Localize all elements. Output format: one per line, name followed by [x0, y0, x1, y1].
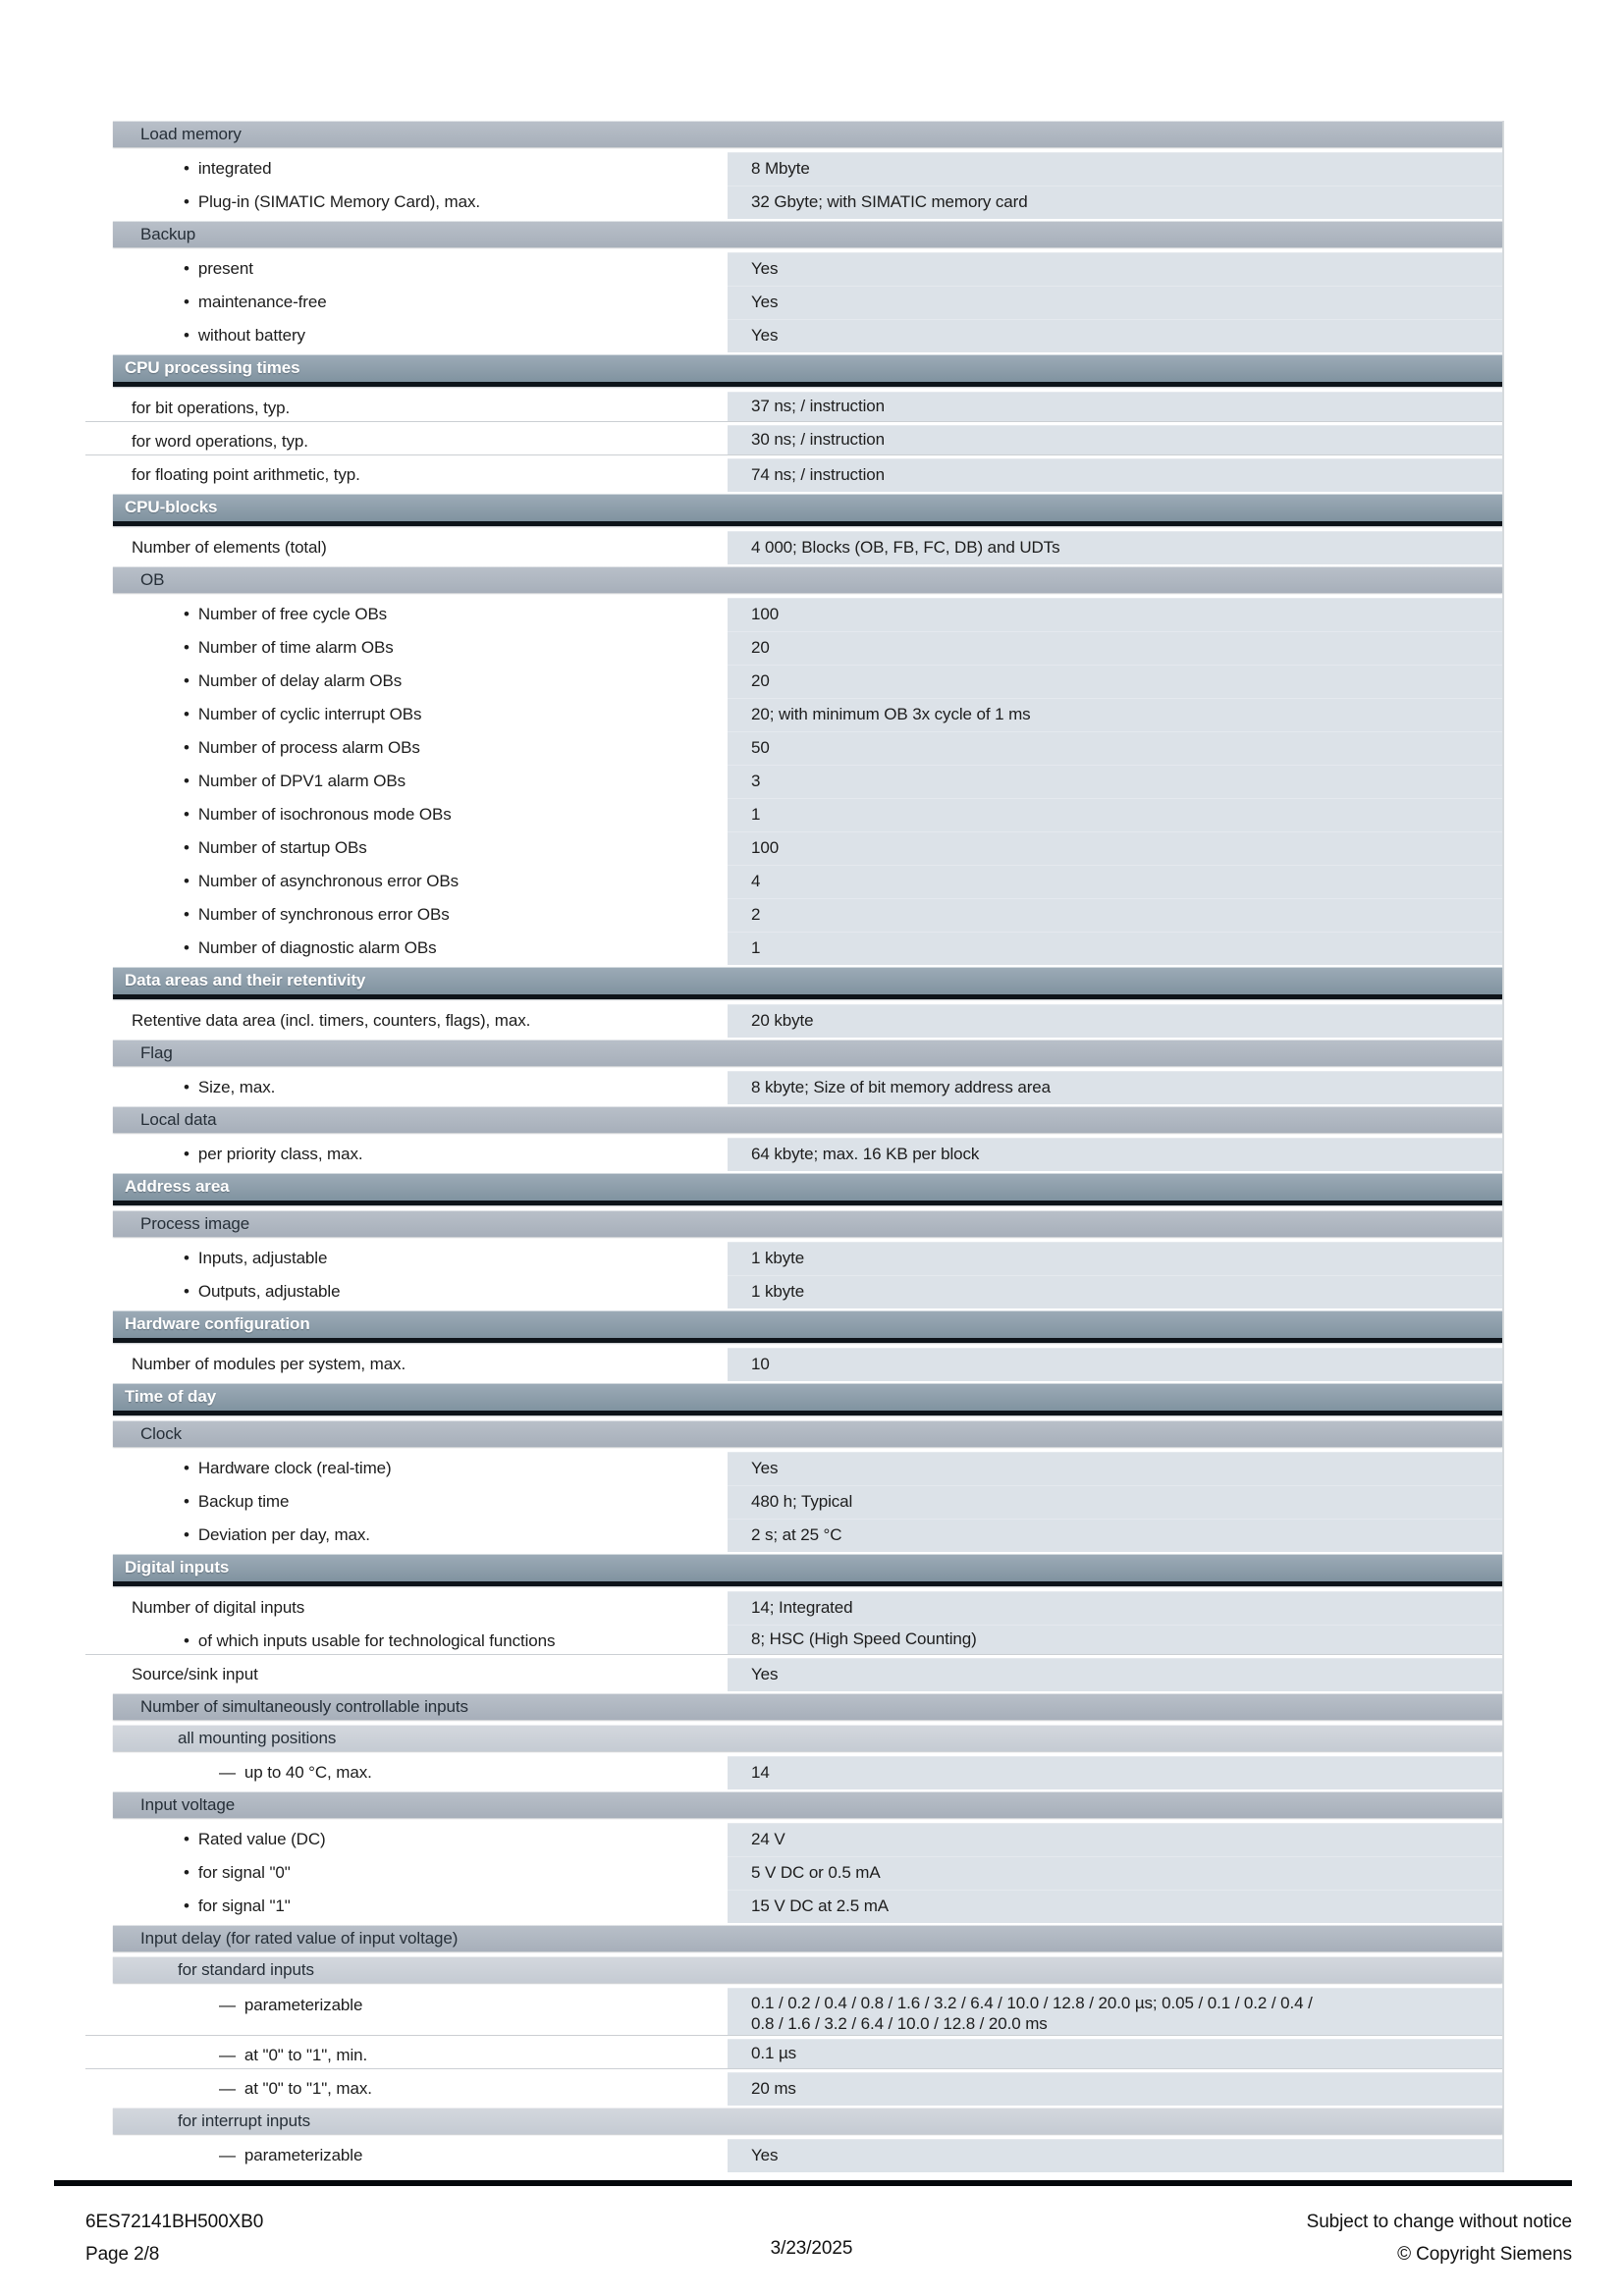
product-code: 6ES72141BH500XB0 [85, 2212, 264, 2232]
spec-label: Number of synchronous error OBs [197, 905, 450, 924]
spec-label-cell [85, 865, 728, 898]
spec-row [85, 1625, 1502, 1658]
spec-label-cell [85, 598, 728, 631]
spec-label-cell [85, 1890, 728, 1923]
subsubsection-header [113, 1956, 1502, 1983]
spec-value: Yes [751, 259, 779, 278]
section-header [113, 1173, 1502, 1205]
spec-label: Outputs, adjustable [197, 1282, 341, 1301]
spec-label: Number of process alarm OBs [197, 738, 420, 757]
spec-row [85, 631, 1502, 665]
spec-row [85, 1823, 1502, 1856]
bullet-icon: • [184, 326, 189, 345]
spec-value: 20 [751, 671, 770, 690]
spec-label-cell [85, 665, 728, 698]
spec-label-cell [85, 1138, 728, 1171]
spec-label-cell [85, 1658, 728, 1691]
spec-row [85, 1348, 1502, 1381]
spec-label: up to 40 °C, max. [243, 1763, 372, 1782]
spec-value-cell [728, 1988, 1502, 2035]
subsection-header [113, 1106, 1502, 1133]
spec-label-cell [85, 2139, 728, 2172]
spec-row [85, 2139, 1502, 2172]
spec-label-cell [85, 698, 728, 731]
spec-table [85, 119, 1502, 2172]
section-header [113, 494, 1502, 526]
spec-value: 1 kbyte [751, 1249, 805, 1267]
spec-label: at "0" to "1", min. [243, 2046, 368, 2064]
spec-value-cell [728, 698, 1502, 731]
spec-value-cell [728, 1485, 1502, 1519]
spec-value-cell [728, 1519, 1502, 1552]
section-header [113, 1554, 1502, 1586]
spec-value-cell [728, 1138, 1502, 1171]
spec-label: Number of startup OBs [197, 838, 367, 857]
spec-value: 8; HSC (High Speed Counting) [751, 1629, 977, 1648]
spec-label-cell [85, 2072, 728, 2106]
bullet-icon: • [184, 1525, 189, 1544]
bullet-icon: • [184, 671, 189, 690]
header-label: OB [140, 569, 165, 589]
spec-value: 15 V DC at 2.5 mA [751, 1896, 890, 1915]
header-label: Load memory [140, 124, 242, 143]
spec-value-cell [728, 186, 1502, 219]
spec-value-cell [728, 898, 1502, 932]
bullet-icon: • [184, 872, 189, 890]
spec-value: 2 s; at 25 °C [751, 1525, 842, 1544]
spec-label: Number of elements (total) [132, 538, 327, 557]
spec-row [85, 731, 1502, 765]
bullet-icon: • [184, 1863, 189, 1882]
bullet-icon: • [184, 1492, 189, 1511]
spec-value-cell [728, 1242, 1502, 1275]
spec-label-cell [85, 831, 728, 865]
spec-label: Inputs, adjustable [197, 1249, 328, 1267]
spec-label-cell [85, 898, 728, 932]
spec-label-cell [85, 425, 728, 458]
spec-label: Retentive data area (incl. timers, counters, flags), max. [132, 1011, 531, 1030]
spec-row [85, 319, 1502, 352]
spec-row [85, 425, 1502, 458]
spec-label: present [197, 259, 253, 278]
spec-label-cell [85, 1625, 728, 1658]
subsection-header [113, 1040, 1502, 1066]
page-number: Page 2/8 [85, 2244, 160, 2265]
spec-row [85, 1756, 1502, 1789]
spec-value-cell [728, 1071, 1502, 1104]
dash-icon: — [219, 2079, 236, 2098]
spec-label-cell [85, 731, 728, 765]
spec-label-cell [85, 286, 728, 319]
spec-value: 14 [751, 1763, 770, 1782]
subsubsection-header [113, 1725, 1502, 1751]
spec-label: parameterizable [243, 1996, 363, 2014]
spec-row [85, 252, 1502, 286]
spec-value-cell [728, 1823, 1502, 1856]
spec-label: Hardware clock (real-time) [197, 1459, 392, 1477]
spec-value-cell [728, 831, 1502, 865]
spec-value: 64 kbyte; max. 16 KB per block [751, 1145, 980, 1163]
spec-row [85, 765, 1502, 798]
footer-right [1307, 2206, 1572, 2270]
bullet-icon: • [184, 159, 189, 178]
spec-label-cell [85, 1485, 728, 1519]
spec-label-cell [85, 1071, 728, 1104]
header-label: for standard inputs [178, 1959, 314, 1979]
spec-row [85, 186, 1502, 219]
spec-value-cell [728, 798, 1502, 831]
subsection-header [113, 1420, 1502, 1447]
change-notice: Subject to change without notice [1306, 2212, 1572, 2232]
spec-row [85, 458, 1502, 492]
spec-value-cell [728, 1452, 1502, 1485]
spec-label-cell [85, 1756, 728, 1789]
footer-date: 3/23/2025 [770, 2238, 853, 2259]
spec-row [85, 392, 1502, 425]
spec-value: 0.1 / 0.2 / 0.4 / 0.8 / 1.6 / 3.2 / 6.4 / 10.0 / 12.8 / 20.0 µs; 0.05 / 0.1 / 0.2 / 0.4 / 0.8 / 1.6 / 3.2 / 6.4 / 10.0 / 12.8 / 20.0 ms [751, 1994, 1313, 2033]
spec-label-cell [85, 319, 728, 352]
header-label: all mounting positions [178, 1728, 337, 1747]
bullet-icon: • [184, 293, 189, 311]
spec-label: Size, max. [197, 1078, 276, 1096]
spec-value-cell [728, 1591, 1502, 1625]
spec-label-cell [85, 1275, 728, 1308]
subsection-header [113, 1693, 1502, 1720]
spec-label-cell [85, 458, 728, 492]
bullet-icon: • [184, 192, 189, 211]
spec-label: Number of time alarm OBs [197, 638, 394, 657]
spec-row [85, 1138, 1502, 1171]
table-right-edge [1502, 121, 1504, 2172]
spec-label: for signal "1" [197, 1896, 291, 1915]
spec-row [85, 932, 1502, 965]
spec-value-cell [728, 865, 1502, 898]
spec-value: 32 Gbyte; with SIMATIC memory card [751, 192, 1028, 211]
spec-row [85, 2072, 1502, 2106]
spec-row [85, 1856, 1502, 1890]
spec-value: 20 [751, 638, 770, 657]
spec-label-cell [85, 1452, 728, 1485]
spec-label-cell [85, 1988, 728, 2039]
spec-value: 20; with minimum OB 3x cycle of 1 ms [751, 705, 1031, 723]
spec-label: parameterizable [243, 2146, 363, 2164]
spec-value: 2 [751, 905, 761, 924]
spec-value: 1 kbyte [751, 1282, 805, 1301]
bullet-icon: • [184, 1145, 189, 1163]
spec-label: Number of delay alarm OBs [197, 671, 403, 690]
spec-label: Number of diagnostic alarm OBs [197, 938, 437, 957]
spec-value-cell [728, 1856, 1502, 1890]
spec-value-cell [728, 252, 1502, 286]
dash-icon: — [219, 2146, 236, 2164]
header-label: Input delay (for rated value of input voltage) [140, 1928, 459, 1948]
spec-value: 4 [751, 872, 761, 890]
spec-row [85, 286, 1502, 319]
spec-value: 37 ns; / instruction [751, 397, 885, 415]
spec-value: 100 [751, 605, 780, 623]
spec-value-cell [728, 531, 1502, 564]
bullet-icon: • [184, 1631, 189, 1650]
header-label: Address area [125, 1177, 230, 1196]
bullet-icon: • [184, 605, 189, 623]
spec-label-cell [85, 1004, 728, 1038]
spec-label-cell [85, 932, 728, 965]
spec-value: Yes [751, 1459, 779, 1477]
spec-label: Number of DPV1 alarm OBs [197, 772, 406, 790]
spec-value: Yes [751, 326, 779, 345]
spec-value: 4 000; Blocks (OB, FB, FC, DB) and UDTs [751, 538, 1060, 557]
spec-value-cell [728, 2039, 1502, 2068]
bullet-icon: • [184, 259, 189, 278]
spec-label: Source/sink input [132, 1665, 258, 1683]
dash-icon: — [219, 1763, 236, 1782]
bullet-icon: • [184, 772, 189, 790]
header-label: for interrupt inputs [178, 2110, 311, 2130]
spec-label-cell [85, 252, 728, 286]
spec-label-cell [85, 631, 728, 665]
spec-label-cell [85, 765, 728, 798]
spec-value-cell [728, 425, 1502, 454]
spec-value: 50 [751, 738, 770, 757]
spec-row [85, 1004, 1502, 1038]
bullet-icon: • [184, 1249, 189, 1267]
subsection-header [113, 566, 1502, 593]
section-header [113, 967, 1502, 999]
spec-row [85, 698, 1502, 731]
spec-label-cell [85, 2039, 728, 2072]
spec-row [85, 1890, 1502, 1923]
bullet-icon: • [184, 838, 189, 857]
spec-row [85, 1485, 1502, 1519]
spec-value-cell [728, 2072, 1502, 2106]
spec-label: for word operations, typ. [132, 432, 308, 451]
spec-value-cell [728, 765, 1502, 798]
spec-value-cell [728, 1658, 1502, 1691]
spec-label: for bit operations, typ. [132, 399, 291, 417]
spec-label: Deviation per day, max. [197, 1525, 370, 1544]
spec-row [85, 865, 1502, 898]
spec-value: 74 ns; / instruction [751, 465, 885, 484]
spec-value: Yes [751, 1665, 779, 1683]
bullet-icon: • [184, 1830, 189, 1848]
spec-label: at "0" to "1", max. [243, 2079, 372, 2098]
spec-row [85, 798, 1502, 831]
spec-label: Number of isochronous mode OBs [197, 805, 452, 824]
spec-value: 30 ns; / instruction [751, 430, 885, 449]
spec-label: Rated value (DC) [197, 1830, 326, 1848]
spec-value-cell [728, 458, 1502, 492]
spec-row [85, 1591, 1502, 1625]
spec-value-cell [728, 631, 1502, 665]
header-label: Input voltage [140, 1794, 236, 1814]
spec-label-cell [85, 152, 728, 186]
header-label: Clock [140, 1423, 183, 1443]
spec-value: 5 V DC or 0.5 mA [751, 1863, 881, 1882]
spec-row [85, 2039, 1502, 2072]
spec-value: Yes [751, 293, 779, 311]
spec-value: 1 [751, 805, 761, 824]
spec-value-cell [728, 1348, 1502, 1381]
subsection-header [113, 1925, 1502, 1951]
spec-label: Number of digital inputs [132, 1598, 305, 1617]
footer-rule [54, 2180, 1572, 2186]
spec-label: without battery [197, 326, 305, 345]
bullet-icon: • [184, 938, 189, 957]
spec-row [85, 1988, 1502, 2039]
spec-value: 14; Integrated [751, 1598, 853, 1617]
spec-row [85, 1242, 1502, 1275]
spec-label: Number of cyclic interrupt OBs [197, 705, 422, 723]
subsection-header [113, 221, 1502, 247]
spec-row [85, 1452, 1502, 1485]
header-label: Process image [140, 1213, 250, 1233]
spec-label-cell [85, 1823, 728, 1856]
spec-label: of which inputs usable for technological functions [197, 1631, 556, 1650]
bullet-icon: • [184, 1282, 189, 1301]
spec-label: Plug-in (SIMATIC Memory Card), max. [197, 192, 480, 211]
spec-row [85, 598, 1502, 631]
spec-value-cell [728, 1004, 1502, 1038]
bullet-icon: • [184, 1078, 189, 1096]
spec-value: 24 V [751, 1830, 785, 1848]
spec-value: 10 [751, 1355, 770, 1373]
spec-value-cell [728, 152, 1502, 186]
spec-value-cell [728, 286, 1502, 319]
bullet-icon: • [184, 805, 189, 824]
spec-value-cell [728, 1275, 1502, 1308]
spec-label: for floating point arithmetic, typ. [132, 465, 360, 484]
spec-value-cell [728, 1625, 1502, 1654]
spec-row [85, 1519, 1502, 1552]
spec-value-cell [728, 319, 1502, 352]
spec-label-cell [85, 1242, 728, 1275]
spec-row [85, 1658, 1502, 1691]
spec-row [85, 1275, 1502, 1308]
spec-label-cell [85, 531, 728, 564]
spec-label: Number of asynchronous error OBs [197, 872, 459, 890]
bullet-icon: • [184, 1459, 189, 1477]
subsubsection-header [113, 2108, 1502, 2134]
bullet-icon: • [184, 638, 189, 657]
subsection-header [113, 1210, 1502, 1237]
spec-label-cell [85, 798, 728, 831]
spec-value-cell [728, 392, 1502, 421]
spec-row [85, 1071, 1502, 1104]
spec-row [85, 152, 1502, 186]
header-label: CPU-blocks [125, 498, 218, 516]
spec-label: Number of modules per system, max. [132, 1355, 406, 1373]
spec-label-cell [85, 392, 728, 425]
spec-value-cell [728, 1756, 1502, 1789]
spec-value: 480 h; Typical [751, 1492, 853, 1511]
spec-value-cell [728, 1890, 1502, 1923]
header-label: Flag [140, 1042, 173, 1062]
section-header [113, 1383, 1502, 1415]
spec-value-cell [728, 665, 1502, 698]
section-header [113, 354, 1502, 387]
header-label: Digital inputs [125, 1558, 230, 1576]
spec-label: integrated [197, 159, 272, 178]
dash-icon: — [219, 2046, 236, 2064]
spec-value: 100 [751, 838, 780, 857]
spec-row [85, 531, 1502, 564]
spec-label: Backup time [197, 1492, 290, 1511]
spec-label: maintenance-free [197, 293, 327, 311]
section-header [113, 1310, 1502, 1343]
header-label: Time of day [125, 1387, 217, 1406]
spec-value: 8 Mbyte [751, 159, 810, 178]
spec-value-cell [728, 731, 1502, 765]
header-label: Local data [140, 1109, 217, 1129]
bullet-icon: • [184, 905, 189, 924]
copyright: © Copyright Siemens [1397, 2244, 1572, 2265]
spec-value: 20 ms [751, 2079, 796, 2098]
spec-value-cell [728, 2139, 1502, 2172]
subsection-header [113, 1791, 1502, 1818]
spec-label-cell [85, 1856, 728, 1890]
spec-value: 3 [751, 772, 761, 790]
dash-icon: — [219, 1996, 236, 2014]
bullet-icon: • [184, 738, 189, 757]
spec-value: 8 kbyte; Size of bit memory address area [751, 1078, 1051, 1096]
spec-label-cell [85, 1348, 728, 1381]
spec-value-cell [728, 932, 1502, 965]
subsection-header [113, 121, 1502, 147]
header-label: Hardware configuration [125, 1314, 310, 1333]
spec-row [85, 898, 1502, 932]
spec-label: Number of free cycle OBs [197, 605, 388, 623]
spec-label-cell [85, 1591, 728, 1625]
spec-value: Yes [751, 2146, 779, 2164]
header-label: Number of simultaneously controllable inputs [140, 1696, 468, 1716]
spec-label: for signal "0" [197, 1863, 291, 1882]
spec-label: per priority class, max. [197, 1145, 363, 1163]
bullet-icon: • [184, 705, 189, 723]
header-label: Data areas and their retentivity [125, 971, 366, 989]
header-label: Backup [140, 224, 196, 243]
spec-value-cell [728, 598, 1502, 631]
spec-value: 0.1 µs [751, 2044, 797, 2062]
header-label: CPU processing times [125, 358, 300, 377]
spec-row [85, 665, 1502, 698]
spec-label-cell [85, 186, 728, 219]
spec-value: 1 [751, 938, 761, 957]
spec-value: 20 kbyte [751, 1011, 814, 1030]
bullet-icon: • [184, 1896, 189, 1915]
spec-label-cell [85, 1519, 728, 1552]
spec-row [85, 831, 1502, 865]
